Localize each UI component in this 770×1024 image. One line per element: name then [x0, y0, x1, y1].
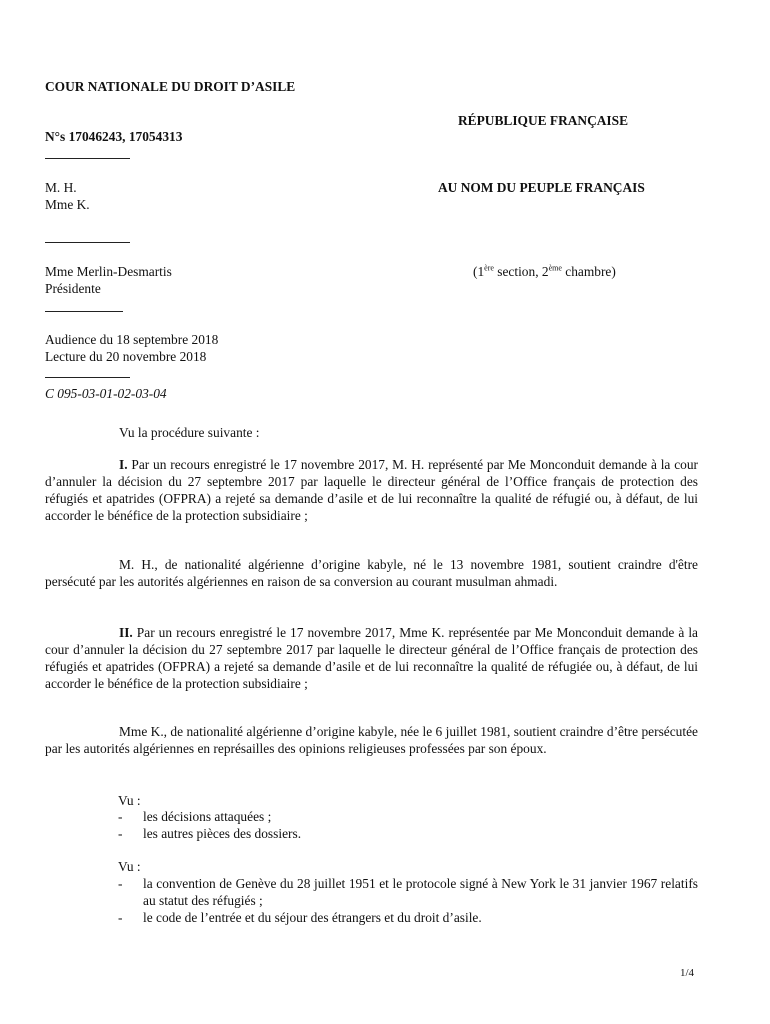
section-mid: section, 2	[493, 264, 549, 279]
section-sup-1: ère	[484, 263, 494, 273]
paragraph-1-label: I.	[119, 457, 128, 472]
republic-heading: RÉPUBLIQUE FRANÇAISE	[458, 113, 629, 128]
list-dash: -	[118, 826, 123, 841]
separator-rule	[45, 242, 130, 243]
separator-rule	[45, 158, 130, 159]
page-number: 1/4	[680, 967, 695, 979]
in-name-heading: AU NOM DU PEUPLE FRANÇAIS	[438, 180, 645, 195]
paragraph-4	[45, 723, 698, 757]
paragraph-4-text: Mme K., de nationalité algérienne d’origine kabyle, née le 6 juillet 1981, soutient craindre d’être persécutée par les autorités algériennes en représailles des opinions religieuses professées par son époux.	[45, 724, 698, 756]
paragraph-2-text: M. H., de nationalité algérienne d’origine kabyle, né le 13 novembre 1981, soutient craindre d'être persécuté par les autorités algériennes en raison de sa conversion au courant musulman ahmadi.	[45, 557, 698, 589]
president-name: Mme Merlin-Desmartis	[45, 264, 172, 279]
president-role: Présidente	[45, 281, 101, 296]
list-item-text: les décisions attaquées ;	[143, 809, 272, 824]
list-item	[118, 909, 698, 926]
list-item-text: les autres pièces des dossiers.	[143, 826, 302, 841]
list-item	[118, 875, 698, 909]
vu-list-1	[118, 808, 698, 842]
paragraph-3-text: Par un recours enregistré le 17 novembre 2017, Mme K. représentée par Me Monconduit demande à la cour d’annuler la décision du 27 septembre 2017 par laquelle le directeur général de l’Office français de protection des réfugiés et apatrides (OFPRA) a rejeté sa demande d’asile et de lui reconnaître la qualité de réfugiée ou, à défaut, de lui accorder le bénéfice de la protection subsidiaire ;	[45, 625, 698, 691]
vu-label-2: Vu :	[118, 859, 141, 874]
court-name: COUR NATIONALE DU DROIT D’ASILE	[45, 79, 296, 94]
paragraph-3-label: II.	[119, 625, 133, 640]
vu-label-1: Vu :	[118, 793, 141, 808]
list-item	[118, 825, 698, 842]
list-dash: -	[118, 876, 123, 891]
list-dash: -	[118, 910, 123, 925]
party-2: Mme K.	[45, 197, 90, 212]
hearing-date: Audience du 18 septembre 2018	[45, 332, 219, 347]
reading-date: Lecture du 20 novembre 2018	[45, 349, 207, 364]
vu-list-2	[118, 875, 698, 926]
section-sup-2: ème	[548, 263, 562, 273]
procedure-intro: Vu la procédure suivante :	[119, 425, 260, 440]
section-open: (1	[473, 264, 485, 279]
paragraph-2	[45, 556, 698, 590]
separator-rule	[45, 311, 123, 312]
party-1: M. H.	[45, 180, 77, 195]
chamber-section	[473, 263, 616, 280]
paragraph-3	[45, 624, 698, 692]
paragraph-1	[45, 456, 698, 524]
list-item-text: le code de l’entrée et du séjour des étrangers et du droit d’asile.	[143, 910, 482, 925]
list-item-text: la convention de Genève du 28 juillet 1951 et le protocole signé à New York le 31 janvier 1967 relatifs au statut des réfugiés ;	[143, 876, 698, 908]
paragraph-1-text: Par un recours enregistré le 17 novembre 2017, M. H. représenté par Me Monconduit demande à la cour d’annuler la décision du 27 septembre 2017 par laquelle le directeur général de l’Office français de protection des réfugiés et apatrides (OFPRA) a rejeté sa demande d’asile et de lui reconnaître la qualité de réfugié ou, à défaut, de lui accorder le bénéfice de la protection subsidiaire ;	[45, 457, 698, 523]
separator-rule	[45, 377, 130, 378]
list-item	[118, 808, 698, 825]
section-close: chambre)	[561, 264, 616, 279]
list-dash: -	[118, 809, 123, 824]
classification-code: C 095-03-01-02-03-04	[45, 386, 167, 401]
case-numbers: N°s 17046243, 17054313	[45, 129, 183, 144]
